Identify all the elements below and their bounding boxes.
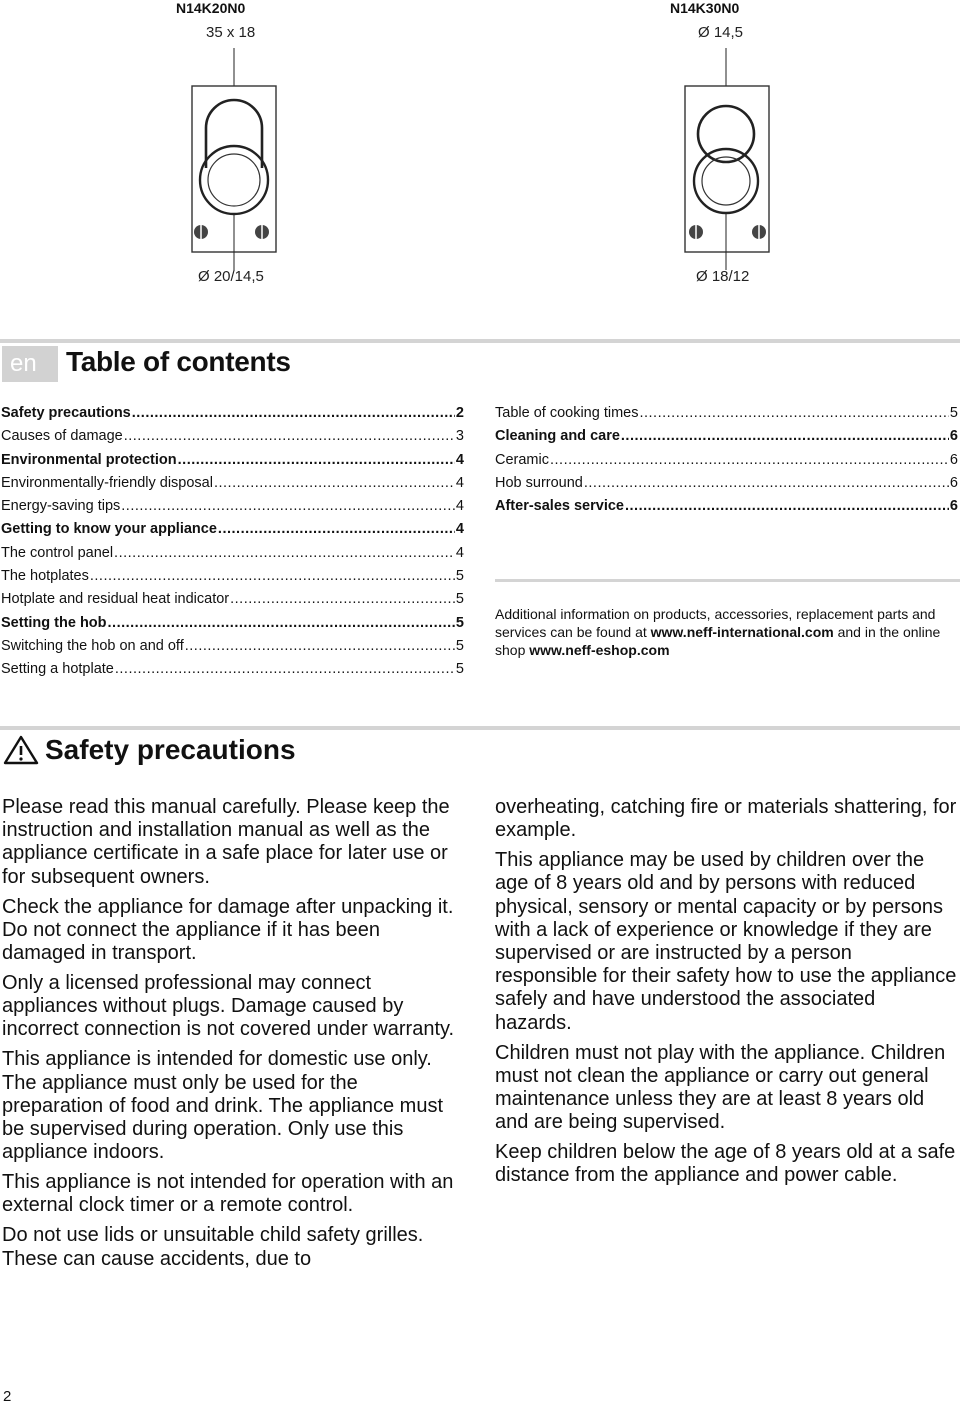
toc-entry-title: Environmental protection <box>1 451 177 468</box>
toc-leader-dots <box>121 498 455 514</box>
safety-paragraph: Do not use lids or unsuitable child safety grilles. These can cause accidents, due to <box>2 1224 424 1270</box>
toc-leader-dots <box>132 405 455 421</box>
toc-entry-title: Getting to know your appliance <box>1 521 217 538</box>
toc-entry[interactable] <box>495 498 958 521</box>
info-text: Additional information on products, accessories, replacement parts and services can be found at <box>495 606 936 640</box>
toc-entry-page: 4 <box>455 451 464 468</box>
toc-entry-page: 6 <box>949 474 958 491</box>
toc-entry-page: 5 <box>455 614 464 631</box>
toc-entry-page: 4 <box>455 498 464 515</box>
toc-entry-title: Energy-saving tips <box>1 498 121 515</box>
toc-entry-title: Setting the hob <box>1 614 107 631</box>
model-label-right: N14K30N0 <box>670 0 740 16</box>
toc-entry-title: The hotplates <box>1 568 89 585</box>
toc-entry-title: Hotplate and residual heat indicator <box>1 591 230 608</box>
info-divider <box>495 579 960 582</box>
safety-paragraph: This appliance may be used by children over the age of 8 years old and by persons with reduced physical, sensory or mental capacity or by persons with a lack of experience or knowledge if they are supervised or are instructed by a person responsible for their safety how to use the appliance safely and have understood the associated hazards. <box>495 849 957 1034</box>
toc-entry-title: Ceramic <box>495 451 549 468</box>
additional-info <box>495 605 950 659</box>
toc-entry-title: Hob surround <box>495 474 583 491</box>
toc-entry[interactable] <box>495 405 958 428</box>
toc-entry-title: Switching the hob on and off <box>1 637 184 654</box>
toc-leader-dots <box>584 475 949 491</box>
info-link-eshop[interactable]: www.neff-eshop.com <box>529 642 670 658</box>
dimension-bottom-right: Ø 18/12 <box>696 268 750 285</box>
toc-entry-page: 5 <box>455 568 464 585</box>
toc-entry[interactable] <box>495 452 958 475</box>
toc-entry-title: After-sales service <box>495 498 624 515</box>
toc-leader-dots <box>625 498 949 514</box>
toc-entry-page: 2 <box>455 405 464 421</box>
toc-leader-dots <box>230 591 455 607</box>
info-link-international[interactable]: www.neff-international.com <box>650 624 834 640</box>
toc-entry-title: Causes of damage <box>1 428 123 445</box>
info-text-2: and in the online shop <box>495 624 941 658</box>
toc-entry-title: Table of cooking times <box>495 405 639 421</box>
model-label-left: N14K20N0 <box>176 0 246 16</box>
toc-entry[interactable] <box>495 475 958 498</box>
page-number: 2 <box>3 1388 12 1404</box>
toc-entry-page: 4 <box>455 521 464 538</box>
toc-leader-dots <box>185 638 455 654</box>
toc-entry[interactable] <box>1 521 464 544</box>
toc-entry-page: 6 <box>949 498 958 515</box>
toc-entry[interactable] <box>1 545 464 568</box>
toc-entry-title: Setting a hotplate <box>1 661 114 678</box>
safety-paragraph: This appliance is intended for domestic use only. The appliance must only be used for the preparation of food and drink. The appliance must be supervised during operation. Only use this appliance indoors. <box>2 1048 444 1164</box>
safety-heading <box>3 734 296 766</box>
toc-leader-dots <box>115 661 455 677</box>
toc-entry[interactable] <box>1 591 464 614</box>
toc-entry[interactable] <box>1 428 464 451</box>
toc-leader-dots <box>114 545 455 561</box>
toc-entry[interactable] <box>1 568 464 591</box>
dimension-top-left: 35 x 18 <box>206 24 256 41</box>
toc-entry[interactable] <box>1 638 464 661</box>
toc-entry[interactable] <box>495 428 958 451</box>
safety-right-column <box>495 796 957 1194</box>
toc-entry-page: 5 <box>455 591 464 608</box>
toc-entry-page: 6 <box>949 428 958 445</box>
dimension-top-right: Ø 14,5 <box>698 24 744 41</box>
section-divider <box>0 339 960 343</box>
toc-entry-title: The control panel <box>1 544 114 561</box>
toc-entry[interactable] <box>1 661 464 684</box>
toc-right-column <box>495 405 958 521</box>
toc-leader-dots <box>108 615 455 631</box>
toc-entry-title: Environmentally-friendly disposal <box>1 474 213 491</box>
toc-title: Table of contents <box>66 346 291 377</box>
toc-entry[interactable] <box>1 405 464 428</box>
toc-leader-dots <box>124 428 455 444</box>
toc-leader-dots <box>639 405 948 421</box>
toc-entry-page: 3 <box>455 428 464 445</box>
safety-paragraph: Please read this manual carefully. Please keep the instruction and installation manual as well as the appliance certificate in a safe place for later use or for subsequent owners. <box>2 796 450 888</box>
toc-entry[interactable] <box>1 615 464 638</box>
safety-title: Safety precautions <box>45 734 296 765</box>
safety-paragraph: This appliance is not intended for operation with an external clock timer or a remote control. <box>2 1171 454 1217</box>
safety-paragraph: Only a licensed professional may connect appliances without plugs. Damage caused by incorrect connection is not covered under warranty. <box>2 972 455 1041</box>
toc-leader-dots <box>550 452 949 468</box>
toc-leader-dots <box>178 452 455 468</box>
toc-entry-page: 5 <box>949 405 958 421</box>
safety-paragraph: Children must not play with the appliance. Children must not clean the appliance or carry out general maintenance unless they are at least 8 years old and are being supervised. <box>495 1041 946 1134</box>
safety-paragraph: Keep children below the age of 8 years old at a safe distance from the appliance and power cable. <box>495 1141 956 1187</box>
dimension-bottom-left: Ø 20/14,5 <box>198 268 264 285</box>
toc-entry[interactable] <box>1 475 464 498</box>
toc-entry-page: 5 <box>455 637 464 654</box>
toc-leader-dots <box>90 568 455 584</box>
warning-icon <box>3 735 39 765</box>
toc-leader-dots <box>621 428 949 444</box>
toc-entry-title: Cleaning and care <box>495 428 620 445</box>
section-divider-safety <box>0 726 960 730</box>
toc-entry-page: 6 <box>949 451 958 468</box>
safety-paragraph: Check the appliance for damage after unpacking it. Do not connect the appliance if it has been damaged in transport. <box>2 895 454 965</box>
toc-leader-dots <box>214 475 455 491</box>
toc-entry[interactable] <box>1 498 464 521</box>
toc-entry-page: 4 <box>455 474 464 491</box>
language-tag: en <box>2 346 58 382</box>
toc-entry[interactable] <box>1 452 464 475</box>
toc-entry-page: 5 <box>455 661 464 678</box>
toc-entry-page: 4 <box>455 544 464 561</box>
toc-leader-dots <box>218 521 455 537</box>
toc-entry-title: Safety precautions <box>1 405 131 421</box>
safety-paragraph: overheating, catching fire or materials shattering, for example. <box>495 796 957 842</box>
safety-left-column <box>2 796 464 1278</box>
hob-diagram-n14k30n0 <box>663 40 803 270</box>
toc-left-column <box>1 405 464 685</box>
hob-diagram-n14k20n0 <box>170 40 310 270</box>
